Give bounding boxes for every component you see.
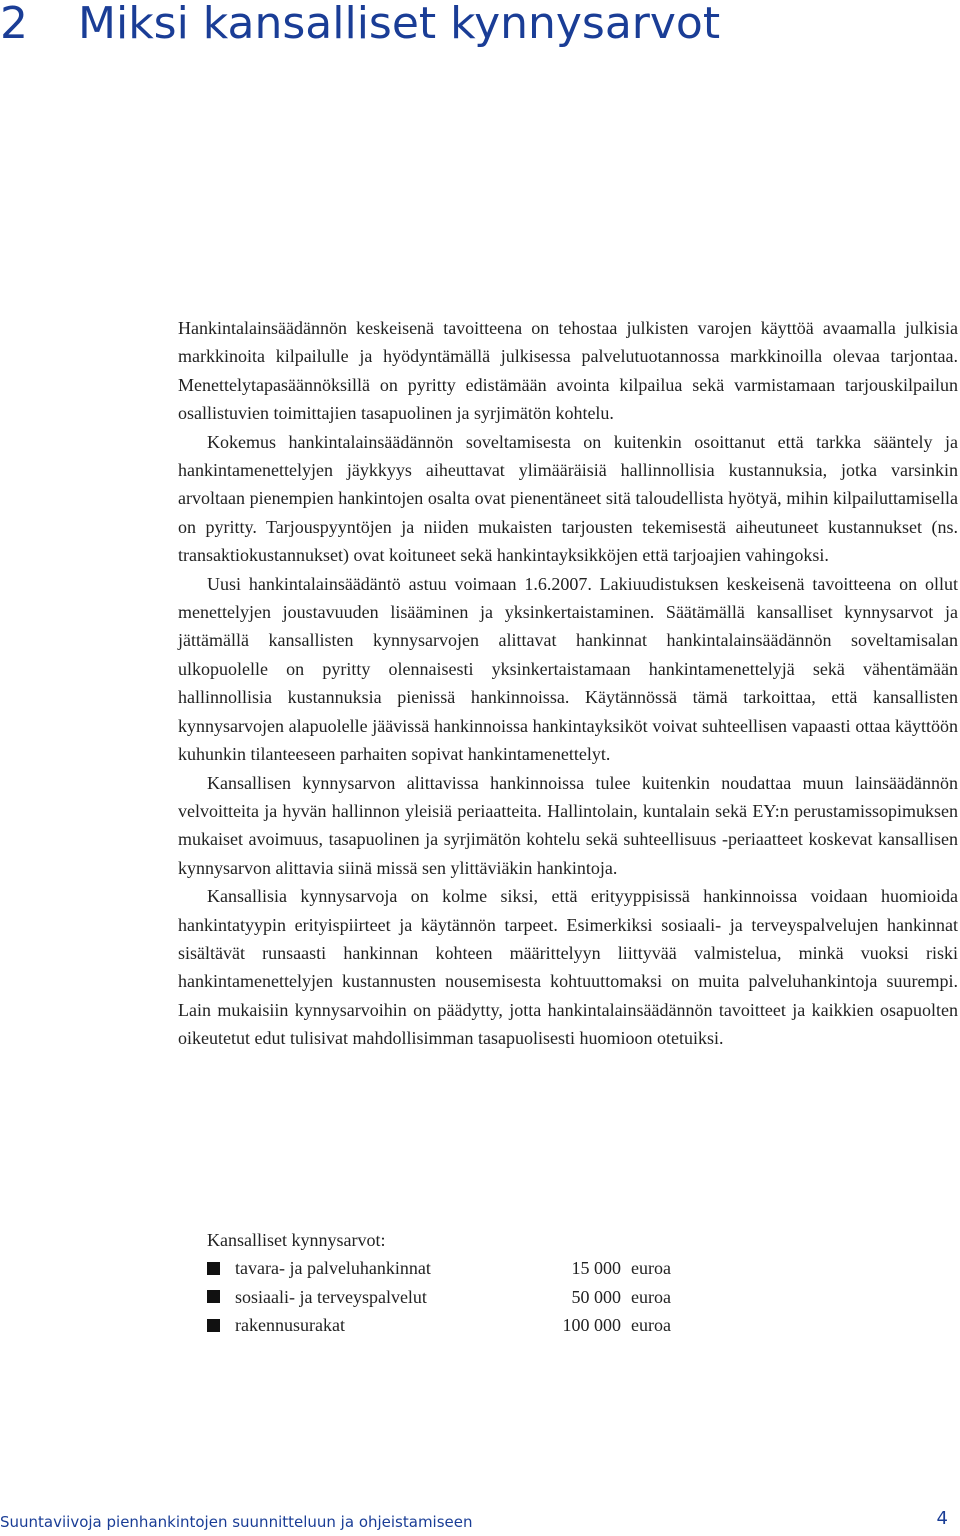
body-text bbox=[178, 314, 958, 1053]
thresholds-list bbox=[207, 1254, 671, 1339]
paragraph: Kansallisia kynnysarvoja on kolme siksi, että erityyppisissä hankinnoissa voidaan huomioida hankintatyypin erityispiirteet ja käytännön tarpeet. Esimerkiksi sosiaali- ja terveyspalvelujen hankinnat sisältävät runsaasti hankinnan kohteen määrittelyyn liittyvää valmistelua, minkä vuoksi riski hankintamenettelyjen kustannusten nousemisesta kohtuuttomaksi on muita palveluhankintoja suurempi. Lain mukaisiin kynnysarvoihin on päädytty, jotta hankintalainsäädännön tavoitteet ja kaikkien osapuolten oikeutetut edut tulisivat mahdollisimman tasapuolisesti huomioon otetuiksi. bbox=[178, 886, 958, 1049]
chapter-heading bbox=[0, 0, 720, 56]
thresholds-section bbox=[207, 1226, 671, 1340]
square-bullet-icon bbox=[207, 1262, 220, 1275]
thresholds-title: Kansalliset kynnysarvot: bbox=[207, 1230, 386, 1250]
paragraph: Hankintalainsäädännön keskeisenä tavoitteena on tehostaa julkisten varojen käyttöä avaamalla julkisia markkinoita kilpailulle ja hyödyntämällä julkisessa palvelutuotannossa markkinoilla olevaa tarjontaa. Menettelytapasäännöksillä on pyritty edistämään avointa kilpailua sekä varmistamaan tarjouskilpailun osallistuvien toimittajien tasapuolinen ja syrjimätön kohtelu. bbox=[178, 318, 958, 424]
threshold-unit: euroa bbox=[631, 1286, 671, 1307]
threshold-amount: 15 000 bbox=[571, 1258, 621, 1279]
chapter-number: 2 bbox=[0, 0, 28, 49]
paragraph: Kokemus hankintalainsäädännön soveltamisesta on kuitenkin osoittanut että tarkka sääntely ja hankintamenettelyjen jäykkyys aiheuttavat ylimääräisiä hallinnollisia kustannuksia, jotka varsinkin arvoltaan pienempien hankintojen osalta ovat pienentäneet sitä taloudellista hyötyä, mihin kilpailuttamisella on pyritty. Tarjouspyyntöjen ja niiden mukaisten tarjousten tekemisestä aiheutuneet kustannukset (ns. transaktiokustannukset) ovat koituneet sekä hankintayksikköjen että tarjoajien vahingoksi. bbox=[178, 431, 958, 566]
paragraph: Uusi hankintalainsäädäntö astuu voimaan 1.6.2007. Lakiuudistuksen keskeisenä tavoitteena on ollut menettelyjen joustavuuden lisääminen ja yksinkertaistaminen. Säätämällä kansalliset kynnysarvot ja jättämällä kansallisten kynnysarvojen alittavat hankinnat hankintalainsäädännön soveltamisalan ulkopuolelle on pyritty olennaisesti yksinkertaistamaan hankintamenettelyjä sekä vähentämään hallinnollisia kustannuksia pienissä hankinnoissa. Käytännössä tämä tarkoittaa, että kansallisten kynnysarvojen alapuolelle jäävissä hankinnoissa hankintayksiköt voivat suhteellisen vapaasti ottaa käyttöön kuhunkin tilanteeseen parhaiten sopivat hankintamenettelyt. bbox=[178, 573, 958, 765]
list-item bbox=[207, 1283, 671, 1311]
chapter-title: Miksi kansalliset kynnysarvot bbox=[78, 0, 721, 49]
page-number: 4 bbox=[936, 1508, 948, 1529]
paragraph: Kansallisen kynnysarvon alittavissa hankinnoissa tulee kuitenkin noudattaa muun lainsäädännön velvoitteita ja hyvän hallinnon yleisiä periaatteita. Hallintolain, kuntalain sekä EY:n perustamissopimuksen mukaiset avoimuus, tasapuolinen ja syrjimätön kohtelu sekä suhteellisuus -periaatteet koskevat kansallisen kynnysarvon alittavia siinä missä sen ylittäviäkin hankintoja. bbox=[178, 772, 958, 878]
threshold-unit: euroa bbox=[631, 1258, 671, 1279]
threshold-name: sosiaali- ja terveyspalvelut bbox=[235, 1286, 427, 1307]
square-bullet-icon bbox=[207, 1290, 220, 1303]
threshold-name: tavara- ja palveluhankinnat bbox=[235, 1258, 431, 1279]
threshold-name: rakennusurakat bbox=[235, 1315, 345, 1336]
threshold-unit: euroa bbox=[631, 1315, 671, 1336]
footer-title: Suuntaviivoja pienhankintojen suunnitteluun ja ohjeistamiseen bbox=[0, 1513, 473, 1531]
threshold-amount: 50 000 bbox=[571, 1286, 621, 1307]
list-item bbox=[207, 1311, 671, 1339]
threshold-amount: 100 000 bbox=[562, 1315, 621, 1336]
list-item bbox=[207, 1254, 671, 1282]
square-bullet-icon bbox=[207, 1319, 220, 1332]
